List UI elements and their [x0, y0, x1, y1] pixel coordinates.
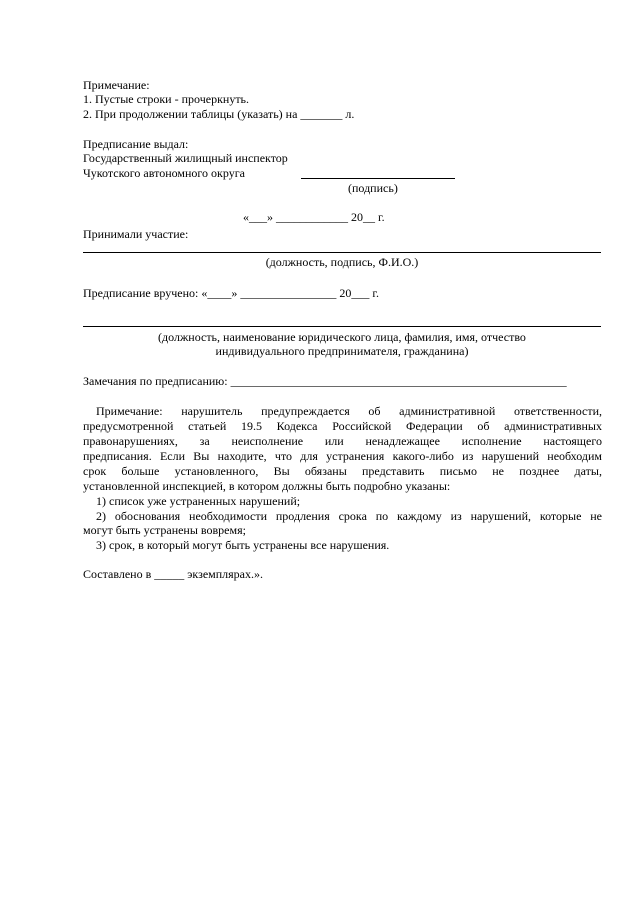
participants-line [83, 252, 601, 253]
note-item-2: 2. При продолжении таблицы (указать) на _______ л. [83, 107, 355, 121]
delivered-line: Предписание вручено: «____» ________________ 20___ г. [83, 286, 379, 300]
signature-caption: (подпись) [348, 181, 398, 195]
remarks-line: Замечания по предписанию: ________________________________________________________ [83, 374, 567, 388]
note-bottom-item-3: 3) срок, в который могут быть устранены все нарушения. [96, 538, 390, 552]
date-line: «___» ____________ 20__ г. [243, 210, 385, 224]
delivered-recipient-line [83, 326, 601, 327]
issuer-region: Чукотского автономного округа [83, 166, 245, 180]
participants-caption: (должность, подпись, Ф.И.О.) [265, 255, 419, 269]
note-bottom-line-2: предусмотренной статьей 19.5 Кодекса Российской Федерации об административных [83, 419, 602, 433]
note-bottom-line-1: Примечание: нарушитель предупреждается об административной ответственности, [96, 404, 602, 418]
signature-line [301, 178, 455, 179]
note-bottom-item-2-line-1: 2) обоснования необходимости продления срока по каждому из нарушений, которые не [96, 509, 602, 523]
delivered-caption-2: индивидуального предпринимателя, гражданина) [215, 344, 469, 358]
note-item-1: 1. Пустые строки - прочеркнуть. [83, 92, 250, 106]
note-bottom-item-1: 1) список уже устраненных нарушений; [96, 494, 301, 508]
note-bottom-line-4: предписания. Если Вы находите, что для устранения какого-либо из нарушений необходим [83, 449, 602, 463]
delivered-caption-1: (должность, наименование юридического лица, фамилия, имя, отчество [158, 330, 526, 344]
issuer-label: Предписание выдал: [83, 137, 189, 151]
issuer-title: Государственный жилищный инспектор [83, 151, 288, 165]
note-bottom-line-3: правонарушениях, за неисполнение или ненадлежащее исполнение настоящего [83, 434, 602, 448]
note-bottom-line-6: установленной инспекцией, в котором должны быть подробно указаны: [83, 479, 451, 493]
note-bottom-item-2-line-2: могут быть устранены вовремя; [83, 523, 246, 537]
copies-line: Составлено в _____ экземплярах.». [83, 567, 263, 581]
note-bottom-line-5: срок больше установленного, Вы обязаны представить письмо не позднее даты, [83, 464, 602, 478]
note-heading: Примечание: [83, 78, 150, 92]
participants-label: Принимали участие: [83, 227, 189, 241]
